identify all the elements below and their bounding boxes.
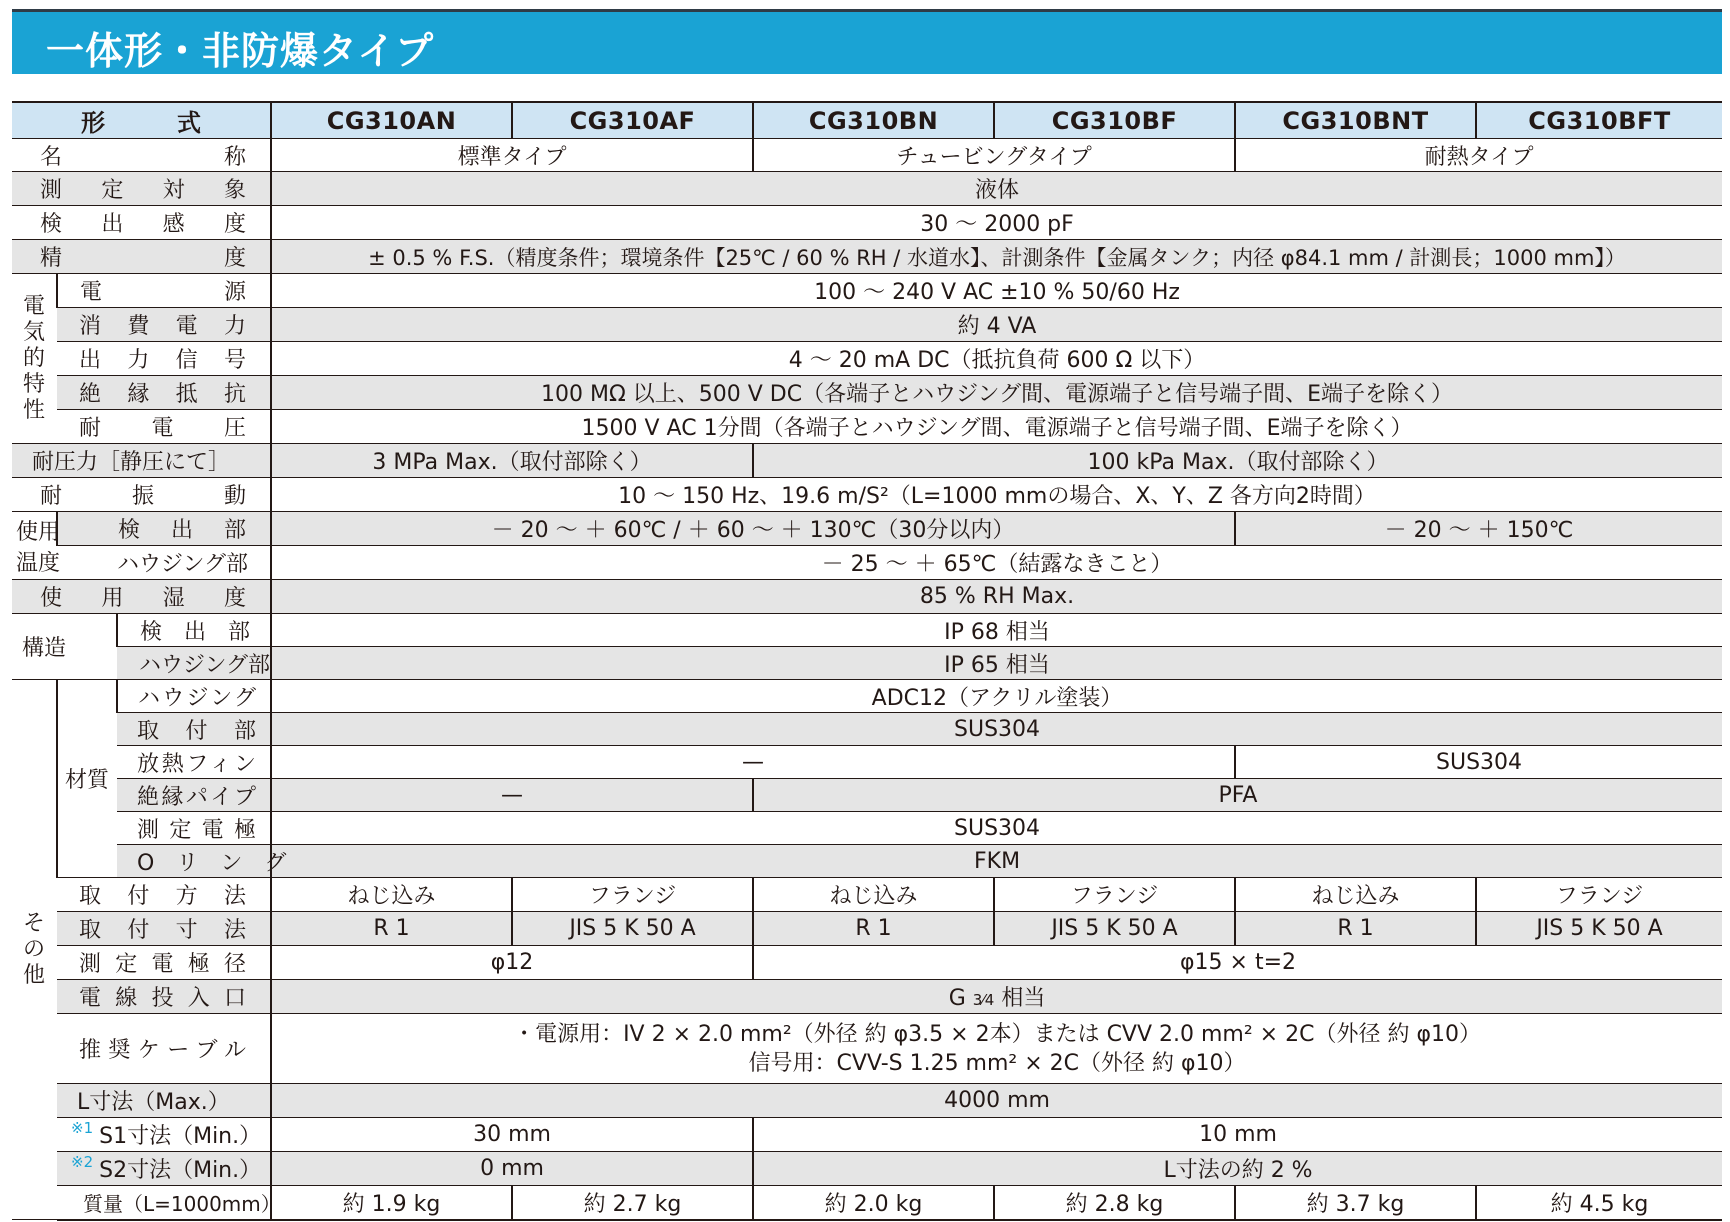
- row-power: [12, 274, 1722, 308]
- row-s1: [12, 1118, 1722, 1152]
- row-label: 取 付 方 法: [57, 878, 271, 912]
- cell-value: 30 ～ 2000 pF: [271, 206, 1722, 240]
- cell-value: チュービングタイプ: [753, 139, 1235, 172]
- cell-value: SUS304: [1235, 746, 1722, 779]
- row-sensitivity: [12, 206, 1722, 240]
- group-temperature: 使用 温度: [12, 512, 57, 580]
- cell-value: 10 ～ 150 Hz、19.6 m/S²（L=1000 mmの場合、X、Y、Z 各方向2時間）: [271, 478, 1722, 512]
- cell-value: 約 4 VA: [271, 308, 1722, 342]
- cell-value: φ12: [271, 946, 753, 980]
- cell-value: フランジ: [1476, 878, 1722, 912]
- row-temp-detector: [12, 512, 1722, 546]
- cell-value: ねじ込み: [1235, 878, 1476, 912]
- cell-value: － 25 ～ ＋ 65℃（結露なきこと）: [271, 546, 1722, 580]
- row-mat-housing: [12, 680, 1722, 713]
- row-label: 耐圧力［静圧にて］: [12, 444, 271, 478]
- cable-line-signal: 信号用：CVV-S 1.25 mm² × 2C（外径 約 φ10）: [748, 1050, 1246, 1076]
- row-cable: [12, 1014, 1722, 1084]
- cell-value: PFA: [753, 779, 1722, 812]
- row-label: 精 度: [12, 240, 271, 274]
- row-label: 測定電極: [117, 812, 271, 845]
- cell-value: 4 ～ 20 mA DC（抵抗負荷 600 Ω 以下）: [271, 342, 1722, 376]
- row-label: 耐 振 動: [12, 478, 271, 512]
- row-label: 電 源: [57, 274, 271, 308]
- cell-value: 10 mm: [753, 1118, 1722, 1152]
- cell-value: R 1: [1235, 912, 1476, 946]
- model-cg310bf: CG310BF: [994, 102, 1235, 139]
- row-mass: [12, 1186, 1722, 1220]
- row-label: 検 出 部: [57, 512, 271, 546]
- model-cg310an: CG310AN: [271, 102, 512, 139]
- row-vibration: [12, 478, 1722, 512]
- row-mat-fin: [12, 746, 1722, 779]
- row-pressure: [12, 444, 1722, 478]
- cell-value: R 1: [753, 912, 994, 946]
- row-label: 絶縁パイプ: [117, 779, 271, 812]
- group-other: そ の 他: [12, 680, 57, 1220]
- cell-value: 1500 V AC 1分間（各端子とハウジング間、電源端子と信号端子間、E端子を除く）: [271, 410, 1722, 444]
- row-insulation: [12, 376, 1722, 410]
- row-s2: [12, 1152, 1722, 1186]
- cell-value: —: [271, 779, 753, 812]
- title-banner: [12, 9, 1722, 74]
- row-temp-housing: [12, 546, 1722, 580]
- spec-table: [12, 101, 1722, 1221]
- cell-value: 液体: [271, 172, 1722, 206]
- row-label: 測定電極径: [57, 946, 271, 980]
- page-title: 一体形・非防爆タイプ: [46, 29, 435, 73]
- note-1: ※1: [71, 1119, 94, 1137]
- cell-value: 3 MPa Max.（取付部除く）: [271, 444, 753, 478]
- row-mat-mount: [12, 713, 1722, 746]
- cell-value: φ15 × t=2: [753, 946, 1722, 980]
- row-label: ハウジング: [117, 680, 271, 713]
- row-label: 検 出 感 度: [12, 206, 271, 240]
- cell-value: フランジ: [994, 878, 1235, 912]
- row-label: 質量（L=1000mm）: [57, 1186, 271, 1220]
- row-humidity: [12, 580, 1722, 614]
- row-label: ハウジング部: [57, 546, 271, 580]
- model-label: 形 式: [12, 102, 271, 139]
- row-label: 耐 電 圧: [57, 410, 271, 444]
- cell-value: ADC12（アクリル塗装）: [271, 680, 1722, 713]
- row-mat-electrode: [12, 812, 1722, 845]
- cell-value: 約 2.7 kg: [512, 1186, 753, 1220]
- model-cg310bft: CG310BFT: [1476, 102, 1722, 139]
- cell-value: SUS304: [271, 812, 1722, 845]
- row-label: 名 称: [12, 139, 271, 172]
- model-cg310af: CG310AF: [512, 102, 753, 139]
- model-cg310bn: CG310BN: [753, 102, 994, 139]
- cell-value: 約 3.7 kg: [1235, 1186, 1476, 1220]
- row-l-dim: [12, 1084, 1722, 1118]
- row-label: L寸法（Max.）: [57, 1084, 271, 1118]
- cell-value: 4000 mm: [271, 1084, 1722, 1118]
- cell-value: 0 mm: [271, 1152, 753, 1186]
- group-structure: 構造: [12, 614, 117, 680]
- cell-value: 100 kPa Max.（取付部除く）: [753, 444, 1722, 478]
- header-row: [12, 102, 1722, 139]
- cell-value: フランジ: [512, 878, 753, 912]
- cell-value: 標準タイプ: [271, 139, 753, 172]
- cell-value: JIS 5 K 50 A: [1476, 912, 1722, 946]
- cell-value: ねじ込み: [753, 878, 994, 912]
- row-label: 使 用 湿 度: [12, 580, 271, 614]
- cell-value: 約 2.8 kg: [994, 1186, 1235, 1220]
- cell-value: —: [271, 746, 1235, 779]
- cell-value: － 20 ～ ＋ 60℃ / ＋ 60 ～ ＋ 130℃（30分以内）: [271, 512, 1235, 546]
- cell-value: IP 65 相当: [271, 647, 1722, 680]
- group-electrical: 電 気 的 特 性: [12, 274, 57, 444]
- row-label: $^{※1}$ S1寸法（Min.）: [57, 1118, 271, 1152]
- row-label: 電線投入口: [57, 980, 271, 1014]
- row-mount-size: [12, 912, 1722, 946]
- cell-value: IP 68 相当: [271, 614, 1722, 647]
- cell-value: JIS 5 K 50 A: [512, 912, 753, 946]
- row-struct-detector: [12, 614, 1722, 647]
- cell-value: 85 % RH Max.: [271, 580, 1722, 614]
- row-label: 取 付 寸 法: [57, 912, 271, 946]
- row-label: O リ ン グ: [117, 845, 271, 878]
- row-label: 消 費 電 力: [57, 308, 271, 342]
- cell-value: ねじ込み: [271, 878, 512, 912]
- cell-value: 100 ～ 240 V AC ±10 % 50/60 Hz: [271, 274, 1722, 308]
- row-mat-pipe: [12, 779, 1722, 812]
- cell-value: 約 1.9 kg: [271, 1186, 512, 1220]
- row-target: [12, 172, 1722, 206]
- cell-value: 100 MΩ 以上、500 V DC（各端子とハウジング間、電源端子と信号端子間、E端子を除く）: [271, 376, 1722, 410]
- row-label: 放熱フィン: [117, 746, 271, 779]
- cell-value: 約 2.0 kg: [753, 1186, 994, 1220]
- model-cg310bnt: CG310BNT: [1235, 102, 1476, 139]
- cell-value: JIS 5 K 50 A: [994, 912, 1235, 946]
- row-accuracy: [12, 240, 1722, 274]
- cell-value: FKM: [271, 845, 1722, 878]
- cell-value: R 1: [271, 912, 512, 946]
- row-consumption: [12, 308, 1722, 342]
- row-label: 検 出 部: [117, 614, 271, 647]
- row-mount-method: [12, 878, 1722, 912]
- cable-line-power: ・電源用：IV 2 × 2.0 mm²（外径 約 φ3.5 × 2本）または CVV 2.0 mm² × 2C（外径 約 φ10）: [513, 1021, 1481, 1047]
- cell-value: － 20 ～ ＋ 150℃: [1235, 512, 1722, 546]
- cell-value: 30 mm: [271, 1118, 753, 1152]
- row-label: $^{※2}$ S2寸法（Min.）: [57, 1152, 271, 1186]
- cell-value: [271, 1014, 1722, 1084]
- row-label: ハウジング部: [117, 647, 271, 680]
- row-label: 出 力 信 号: [57, 342, 271, 376]
- row-withstand: [12, 410, 1722, 444]
- row-label: 取 付 部: [117, 713, 271, 746]
- cell-value: G 3⁄4 相当: [271, 980, 1722, 1014]
- row-mat-oring: [12, 845, 1722, 878]
- row-cable-entry: [12, 980, 1722, 1014]
- row-output: [12, 342, 1722, 376]
- cell-value: L寸法の約 2 %: [753, 1152, 1722, 1186]
- row-electrode-dia: [12, 946, 1722, 980]
- row-name: [12, 139, 1722, 172]
- cell-value: ± 0.5 % F.S.（精度条件；環境条件【25℃ / 60 % RH / 水道水】、計測条件【金属タンク；内径 φ84.1 mm / 計測長；1000 mm】）: [271, 240, 1722, 274]
- row-label: 測 定 対 象: [12, 172, 271, 206]
- cell-value: 耐熱タイプ: [1235, 139, 1722, 172]
- row-label: 推奨ケーブル: [57, 1014, 271, 1084]
- row-label: 絶 縁 抵 抗: [57, 376, 271, 410]
- group-material: 材質: [57, 680, 117, 878]
- cell-value: SUS304: [271, 713, 1722, 746]
- row-struct-housing: [12, 647, 1722, 680]
- note-2: ※2: [71, 1153, 94, 1171]
- cell-value: 約 4.5 kg: [1476, 1186, 1722, 1220]
